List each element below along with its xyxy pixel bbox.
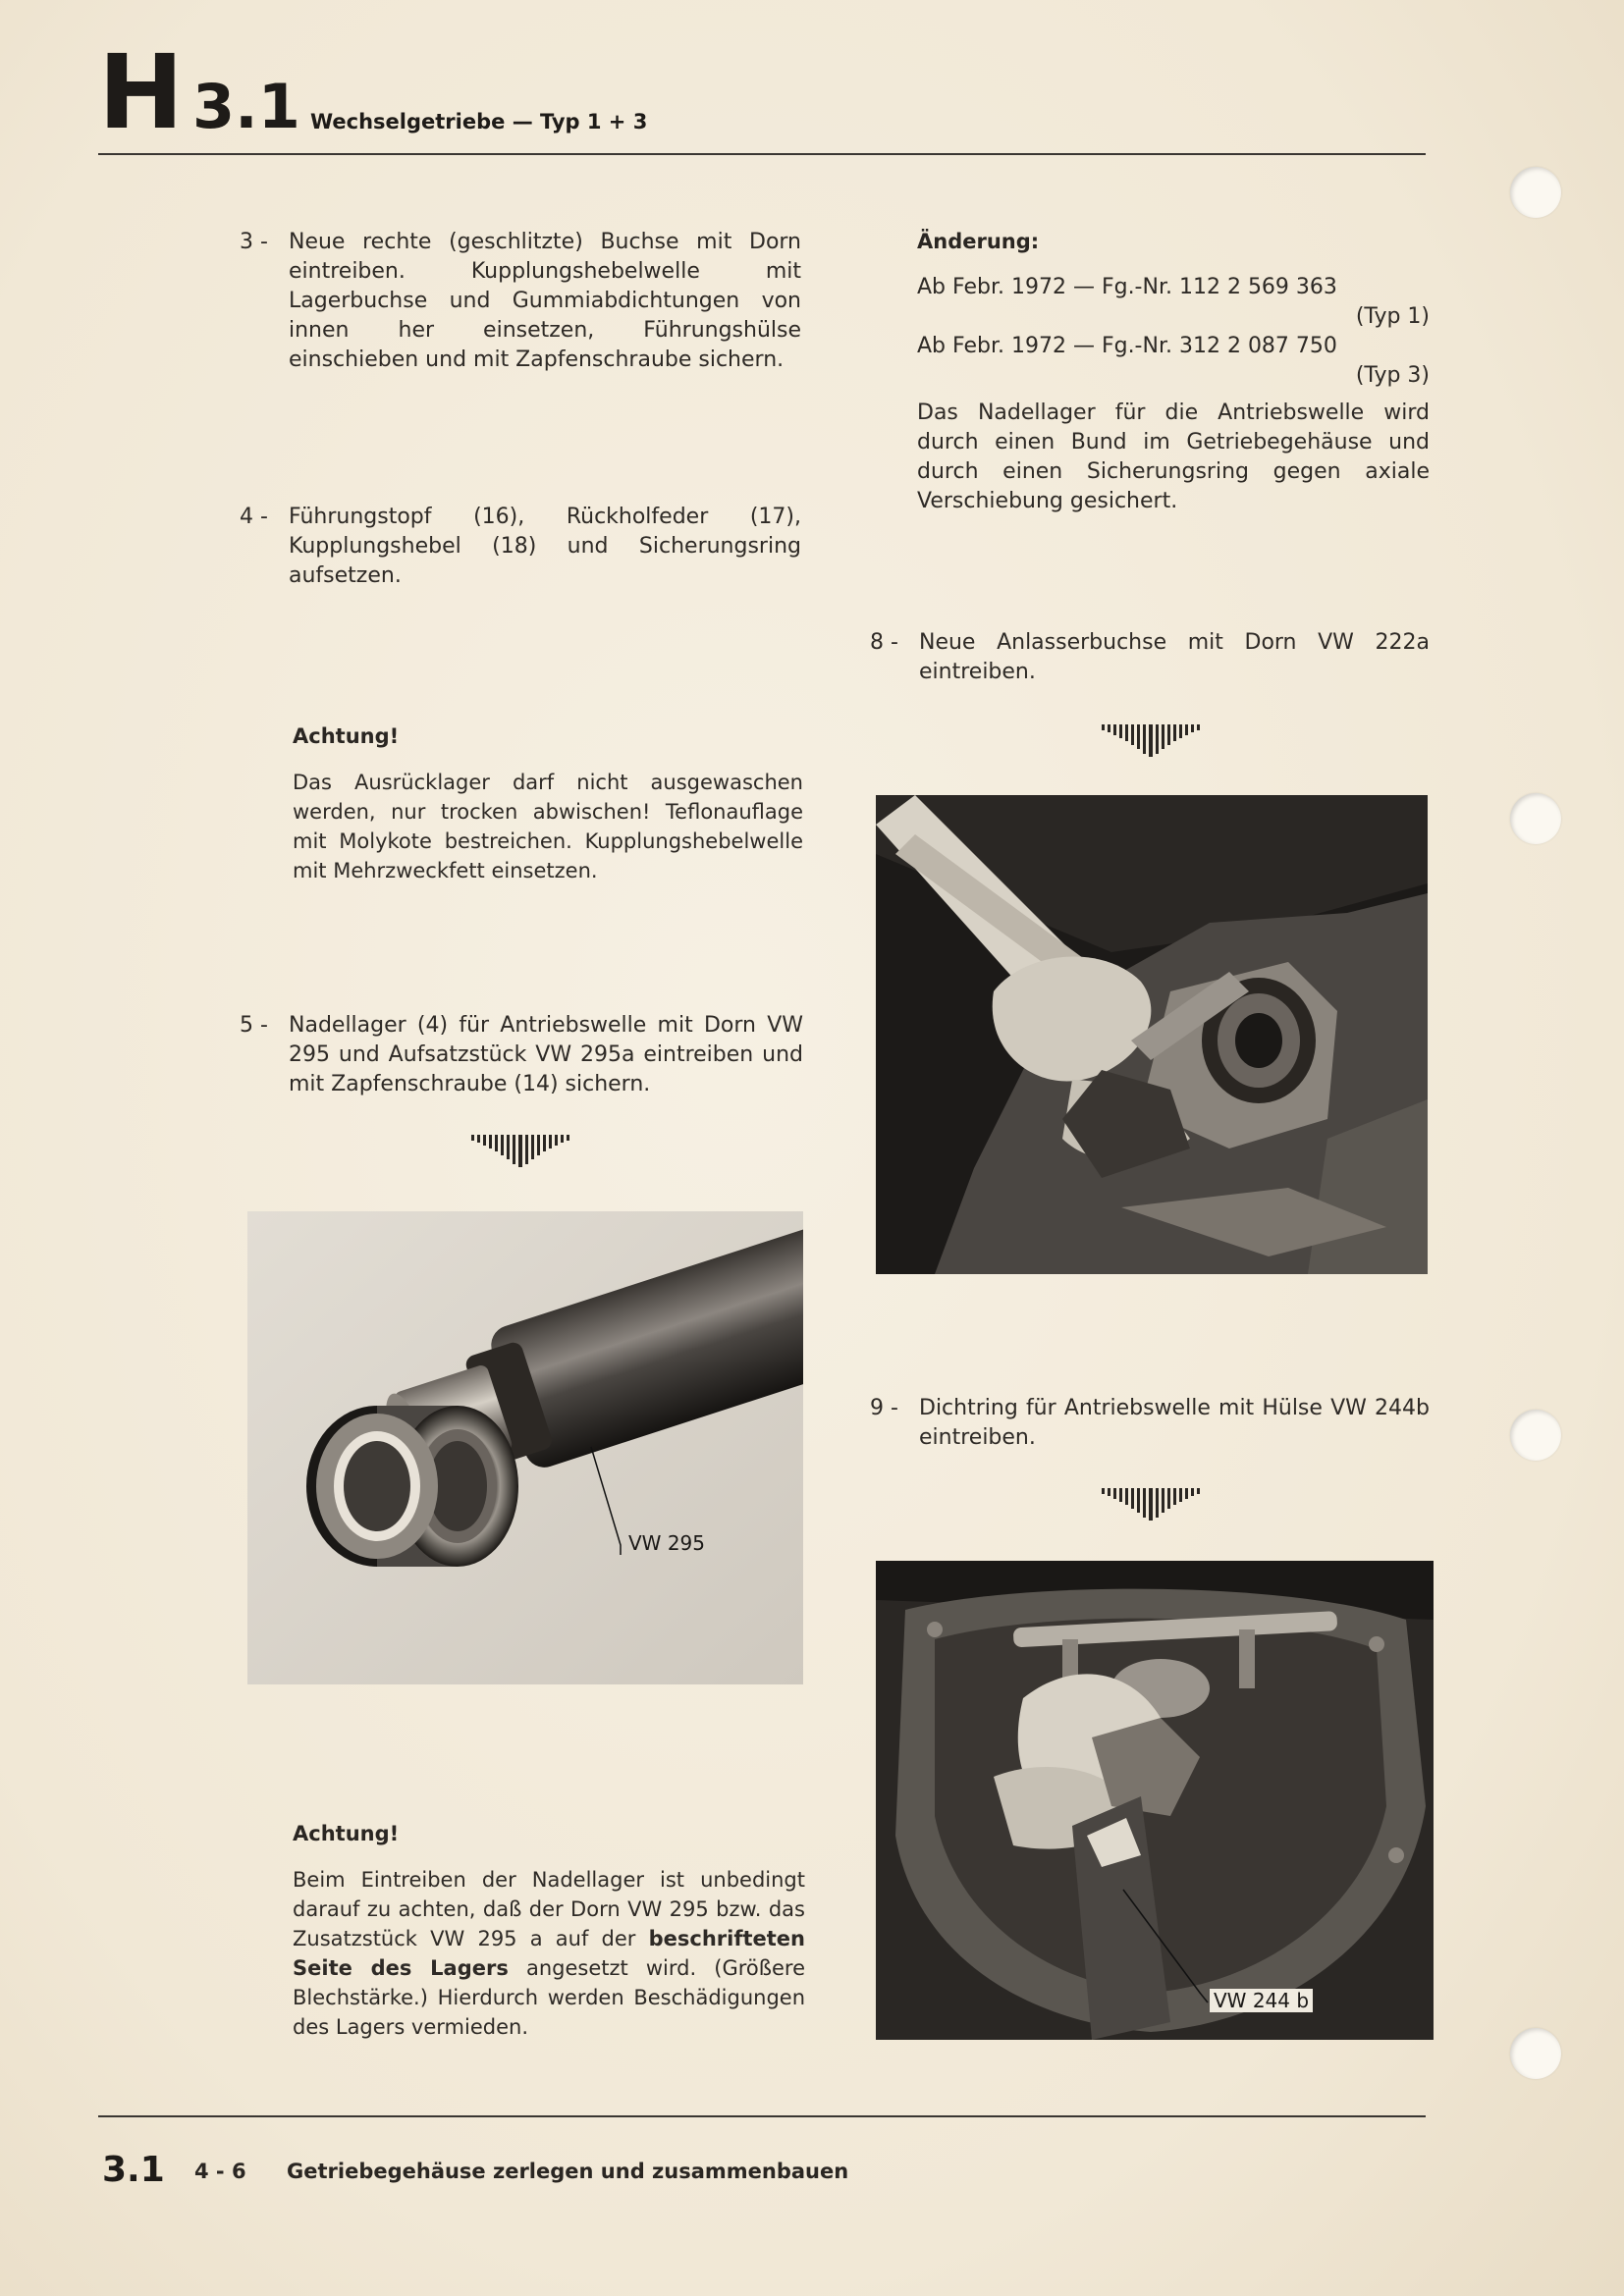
footer-page-number: 4 - 6 xyxy=(194,2160,246,2183)
change-line: Ab Febr. 1972 — Fg.-Nr. 312 2 087 750 xyxy=(917,334,1337,358)
step-number: 4 - xyxy=(240,505,268,529)
step-4 xyxy=(240,503,801,601)
binder-hole xyxy=(1510,167,1561,218)
binder-hole xyxy=(1510,1410,1561,1461)
step-9 xyxy=(870,1394,1430,1463)
photo-needle-bearing-mandrel xyxy=(247,1211,803,1684)
change-type: (Typ 3) xyxy=(1355,363,1430,388)
step-number: 9 - xyxy=(870,1396,898,1420)
binder-hole xyxy=(1510,2028,1561,2079)
warning-heading: Achtung! xyxy=(293,1822,400,1845)
step-text: Nadellager (4) für Antriebswelle mit Dorn VW 295 und Aufsatzstück VW 295a eintreiben und mit Zapfenschraube (14) sichern. xyxy=(289,1013,803,1096)
step-number: 8 - xyxy=(870,630,898,655)
warning-text xyxy=(293,1865,805,2042)
step-5 xyxy=(240,1011,803,1109)
step-number: 5 - xyxy=(240,1013,268,1038)
header-rule xyxy=(98,153,1426,155)
section-number: 3.1 xyxy=(192,71,300,142)
footer-rule xyxy=(98,2115,1426,2117)
warning-text-part: Beim Eintreiben der Nadellager ist unbedingt darauf zu achten, daß der Dorn VW 295 bzw. das Zusatzstück VW 295 a auf der xyxy=(293,1868,805,1950)
step-3 xyxy=(240,228,801,385)
page-title: Wechselgetriebe — Typ 1 + 3 xyxy=(310,110,648,133)
photo-starter-bushing xyxy=(876,795,1428,1274)
warning-text: Das Ausrücklager darf nicht ausgewaschen werden, nur trocken abwischen! Teflonauflage mit Molykote bestreichen. Kupplungshebelwelle mit Mehrzweckfett einsetzen. xyxy=(293,771,803,882)
tool-callout-label: VW 295 xyxy=(628,1531,705,1555)
warning-text-part: angesetzt wird. (Größere Blechstärke.) Hierdurch werden Beschädigungen des Lagers vermieden. xyxy=(293,1956,805,2039)
binder-hole xyxy=(1510,793,1561,844)
warning-heading: Achtung! xyxy=(293,724,400,748)
footer-title: Getriebegehäuse zerlegen und zusammenbauen xyxy=(287,2160,849,2183)
step-8 xyxy=(870,628,1430,697)
step-text: Führungstopf (16), Rückholfeder (17), Kupplungshebel (18) und Sicherungsring aufsetzen. xyxy=(289,505,801,588)
change-heading: Änderung: xyxy=(917,230,1040,253)
step-text: Dichtring für Antriebswelle mit Hülse VW 244b eintreiben. xyxy=(919,1396,1430,1450)
chapter-letter: H xyxy=(98,32,185,152)
down-arrow-icon xyxy=(1100,722,1202,758)
change-type: (Typ 1) xyxy=(1355,304,1430,329)
change-text: Das Nadellager für die Antriebswelle wird durch einen Bund im Getriebegehäuse und durch einen Sicherungsring gegen axiale Verschiebung gesichert. xyxy=(917,400,1430,513)
footer-section-number: 3.1 xyxy=(102,2150,165,2190)
down-arrow-icon xyxy=(469,1133,571,1168)
down-arrow-icon xyxy=(1100,1486,1202,1522)
step-text: Neue rechte (geschlitzte) Buchse mit Dorn eintreiben. Kupplungshebelwelle mit Lagerbuchse und Gummiabdichtungen von innen her einsetzen, Führungshülse einschieben und mit Zapfenschraube sichern. xyxy=(289,230,801,372)
photo-drive-shaft-seal xyxy=(876,1561,1434,2040)
warning-text-emphasis: beschrifteten Seite des Lagers xyxy=(293,1927,805,1980)
step-number: 3 - xyxy=(240,230,268,254)
step-text: Neue Anlasserbuchse mit Dorn VW 222a eintreiben. xyxy=(919,630,1430,684)
tool-callout-label: VW 244 b xyxy=(1210,1989,1313,2012)
change-line: Ab Febr. 1972 — Fg.-Nr. 112 2 569 363 xyxy=(917,275,1337,299)
